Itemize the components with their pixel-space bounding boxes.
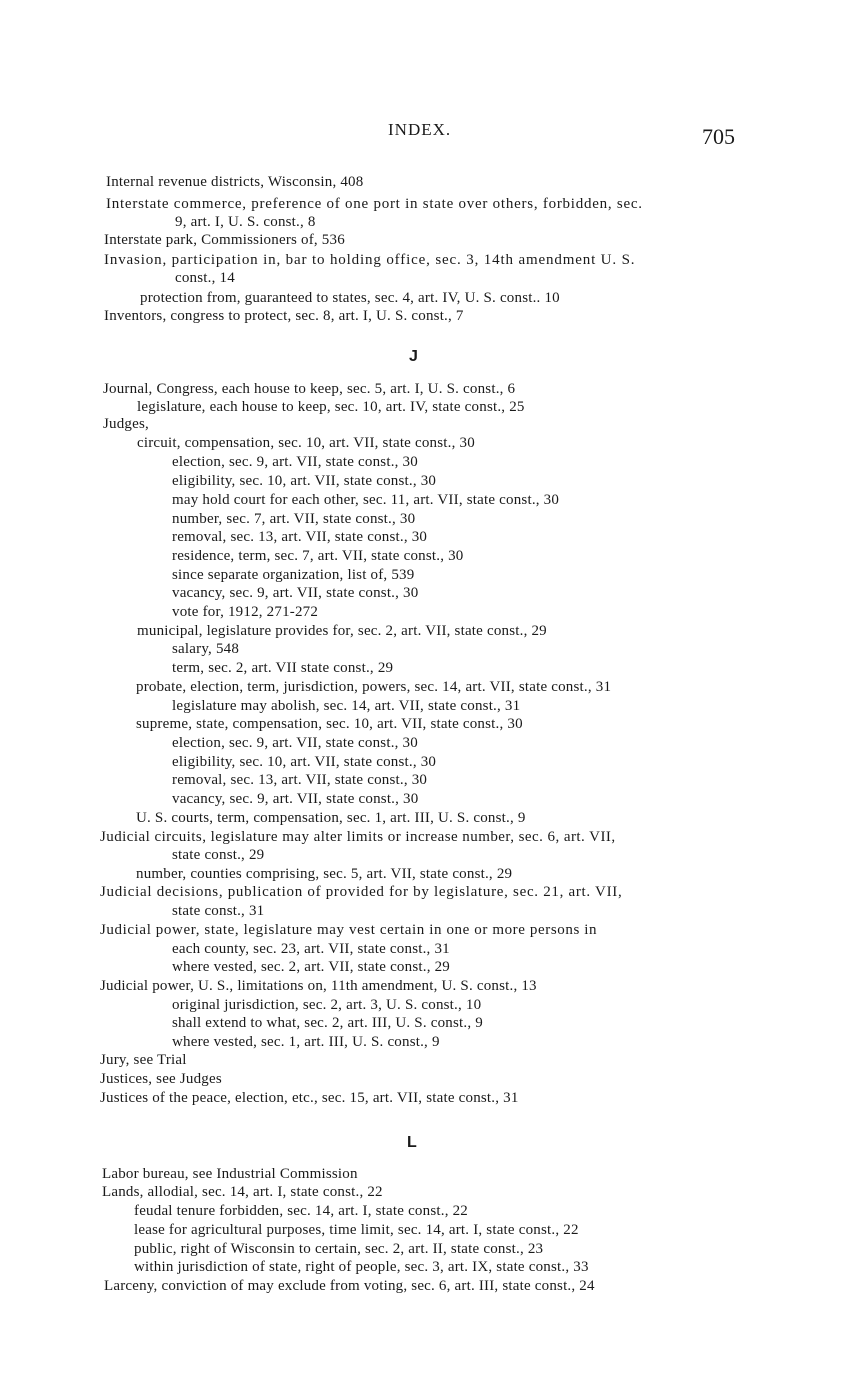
index-subsubentry: legislature may abolish, sec. 14, art. VII, state const., 31 [172, 698, 521, 714]
index-subentry: probate, election, term, jurisdiction, powers, sec. 14, art. VII, state const., 31 [136, 679, 612, 695]
index-subentry: public, right of Wisconsin to certain, sec. 2, art. II, state const., 23 [134, 1241, 544, 1257]
index-entry-continuation: const., 14 [175, 270, 235, 286]
index-entry: Judges, [103, 416, 149, 432]
index-entry-continuation: each county, sec. 23, art. VII, state const., 31 [172, 941, 450, 957]
index-entry: Justices, see Judges [100, 1071, 222, 1087]
index-entry: Judicial power, U. S., limitations on, 11th amendment, U. S. const., 13 [100, 978, 537, 994]
index-entry: Labor bureau, see Industrial Commission [102, 1166, 358, 1182]
index-entry: Interstate park, Commissioners of, 536 [104, 232, 345, 248]
index-subsubentry: eligibility, sec. 10, art. VII, state const., 30 [172, 754, 437, 770]
section-letter-l: L [407, 1134, 417, 1151]
index-subentry: original jurisdiction, sec. 2, art. 3, U. S. const., 10 [172, 997, 482, 1013]
index-subentry: protection from, guaranteed to states, sec. 4, art. IV, U. S. const.. 10 [140, 290, 560, 306]
page-number: 705 [702, 124, 735, 149]
index-subsubentry: vote for, 1912, 271-272 [172, 604, 319, 620]
index-subsubentry: election, sec. 9, art. VII, state const., 30 [172, 735, 418, 751]
index-entry-continuation: state const., 31 [172, 903, 265, 919]
index-subentry: circuit, compensation, sec. 10, art. VII, state const., 30 [137, 435, 475, 451]
index-entry: Judicial decisions, publication of provided for by legislature, sec. 21, art. VII, [100, 884, 623, 900]
index-subentry: legislature, each house to keep, sec. 10, art. IV, state const., 25 [137, 399, 525, 415]
index-subentry: within jurisdiction of state, right of people, sec. 3, art. IX, state const., 33 [134, 1259, 589, 1275]
index-entry: Judicial power, state, legislature may vest certain in one or more persons in [100, 922, 598, 938]
index-subentry: feudal tenure forbidden, sec. 14, art. I, state const., 22 [134, 1203, 468, 1219]
index-entry: Internal revenue districts, Wisconsin, 408 [106, 174, 364, 190]
index-subsubentry: salary, 548 [172, 641, 240, 657]
index-subentry: where vested, sec. 2, art. VII, state const., 29 [172, 959, 450, 975]
index-entry-continuation: state const., 29 [172, 847, 265, 863]
index-subsubentry: removal, sec. 13, art. VII, state const., 30 [172, 772, 428, 788]
index-entry: Inventors, congress to protect, sec. 8, art. I, U. S. const., 7 [104, 308, 464, 324]
index-subentry: lease for agricultural purposes, time limit, sec. 14, art. I, state const., 22 [134, 1222, 579, 1238]
index-entry: Justices of the peace, election, etc., sec. 15, art. VII, state const., 31 [100, 1090, 519, 1106]
section-letter-j: J [409, 348, 418, 365]
index-subentry: number, counties comprising, sec. 5, art. VII, state const., 29 [136, 866, 513, 882]
index-entry: Invasion, participation in, bar to holding office, sec. 3, 14th amendment U. S. [104, 252, 636, 268]
index-entry: Jury, see Trial [100, 1052, 187, 1068]
index-subentry: supreme, state, compensation, sec. 10, art. VII, state const., 30 [136, 716, 523, 732]
index-subsubentry: election, sec. 9, art. VII, state const., 30 [172, 454, 418, 470]
index-entry-continuation: 9, art. I, U. S. const., 8 [175, 214, 316, 230]
index-subsubentry: since separate organization, list of, 539 [172, 567, 415, 583]
index-subentry: shall extend to what, sec. 2, art. III, U. S. const., 9 [172, 1015, 483, 1031]
index-entry: Journal, Congress, each house to keep, sec. 5, art. I, U. S. const., 6 [103, 381, 516, 397]
index-subsubentry: removal, sec. 13, art. VII, state const., 30 [172, 529, 428, 545]
index-entry: Lands, allodial, sec. 14, art. I, state const., 22 [102, 1184, 383, 1200]
index-entry: Larceny, conviction of may exclude from voting, sec. 6, art. III, state const., 24 [104, 1278, 595, 1294]
index-subsubentry: eligibility, sec. 10, art. VII, state const., 30 [172, 473, 437, 489]
index-subsubentry: vacancy, sec. 9, art. VII, state const., 30 [172, 585, 419, 601]
index-subentry: municipal, legislature provides for, sec. 2, art. VII, state const., 29 [137, 623, 547, 639]
index-entry: Interstate commerce, preference of one port in state over others, forbidden, sec. [106, 196, 643, 212]
index-subsubentry: number, sec. 7, art. VII, state const., 30 [172, 511, 416, 527]
index-subentry: where vested, sec. 1, art. III, U. S. const., 9 [172, 1034, 440, 1050]
index-subsubentry: residence, term, sec. 7, art. VII, state const., 30 [172, 548, 464, 564]
index-subsubentry: may hold court for each other, sec. 11, art. VII, state const., 30 [172, 492, 560, 508]
index-entry: Judicial circuits, legislature may alter limits or increase number, sec. 6, art. VII, [100, 829, 616, 845]
index-subsubentry: vacancy, sec. 9, art. VII, state const., 30 [172, 791, 419, 807]
running-head: INDEX. [388, 120, 452, 139]
index-subentry: U. S. courts, term, compensation, sec. 1, art. III, U. S. const., 9 [136, 810, 526, 826]
index-subsubentry: term, sec. 2, art. VII state const., 29 [172, 660, 394, 676]
